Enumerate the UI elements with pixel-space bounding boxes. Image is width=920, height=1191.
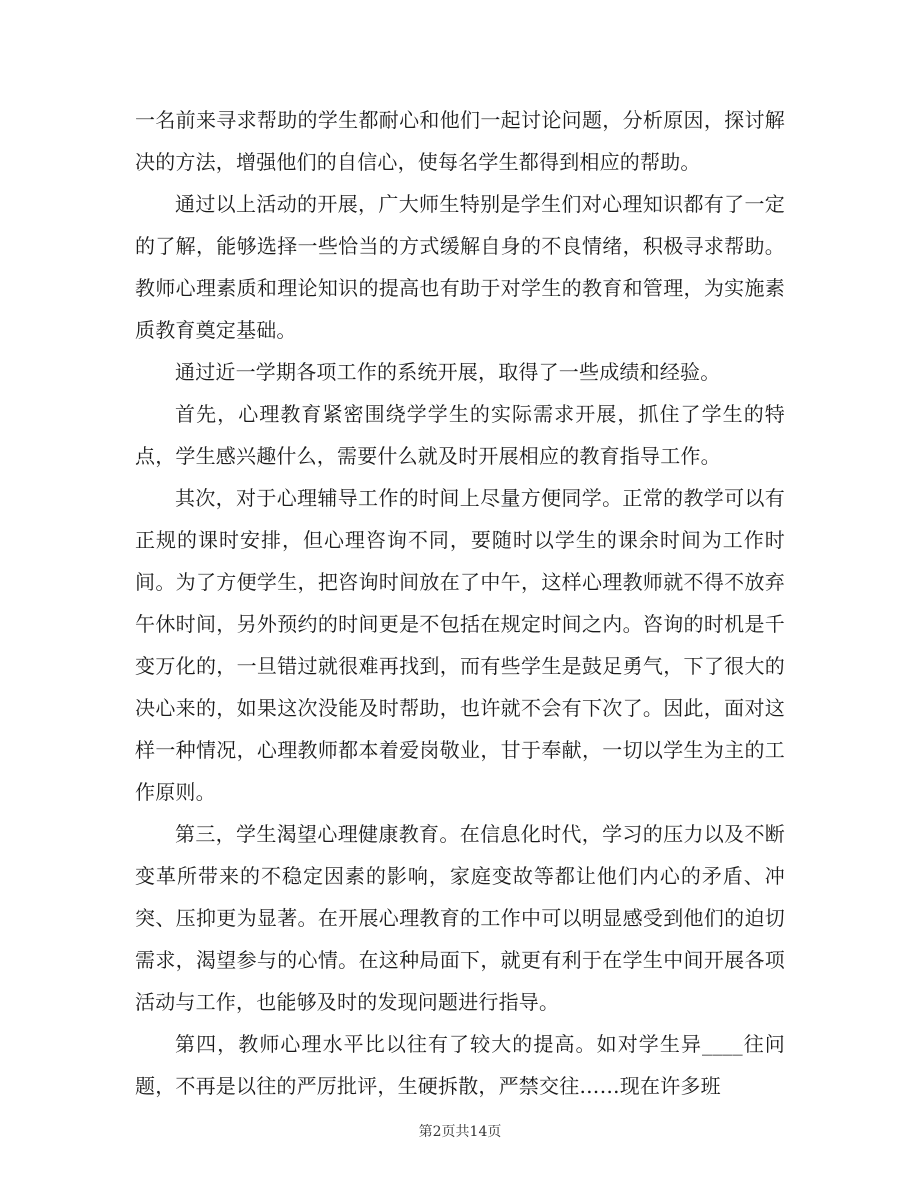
paragraph-activities-result: 通过以上活动的开展，广大师生特别是学生们对心理知识都有了一定的了解，能够选择一些恰当的方式缓解自身的不良情绪，积极寻求帮助。教师心理素质和理论知识的提高也有助于对学生的教育和管理，为实施素质教育奠定基础。 (135, 192, 785, 342)
paragraph-first-point: 首先，心理教育紧密围绕学学生的实际需求开展，抓住了学生的特点，学生感兴趣什么，需要什么就及时开展相应的教育指导工作。 (135, 402, 785, 468)
paragraph-second-point: 其次，对于心理辅导工作的时间上尽量方便同学。正常的教学可以有正规的课时安排，但心理咨询不同，要随时以学生的课余时间为工作时间。为了方便学生，把咨询时间放在了中午，这样心理教师就不得不放弃午休时间，另外预约的时间更是不包括在规定时间之内。咨询的时机是千变万化的，一旦错过就很难再找到，而有些学生是鼓足勇气，下了很大的决心来的，如果这次没能及时帮助，也许就不会有下次了。因此，面对这样一种情况，心理教师都本着爱岗敬业，甘于奉献，一切以学生为主的工作原则。 (135, 486, 785, 804)
paragraph-continuation: 一名前来寻求帮助的学生都耐心和他们一起讨论问题，分析原因，探讨解决的方法，增强他们的自信心，使每名学生都得到相应的帮助。 (135, 108, 785, 174)
paragraph-fourth-point: 第四，教师心理水平比以往有了较大的提高。如对学生异____往问题，不再是以往的严厉批评，生硬拆散，严禁交往……现在许多班 (135, 1032, 785, 1098)
paragraph-third-point: 第三，学生渴望心理健康教育。在信息化时代，学习的压力以及不断变革所带来的不稳定因素的影响，家庭变故等都让他们内心的矛盾、冲突、压抑更为显著。在开展心理教育的工作中可以明显感受到他们的迫切需求，渴望参与的心情。在这种局面下，就更有利于在学生中间开展各项活动与工作，也能够及时的发现问题进行指导。 (135, 822, 785, 1014)
paragraph-summary-intro: 通过近一学期各项工作的系统开展，取得了一些成绩和经验。 (175, 360, 721, 384)
page-number-footer: 第2页共14页 (418, 1124, 502, 1140)
document-body (135, 99, 785, 1107)
